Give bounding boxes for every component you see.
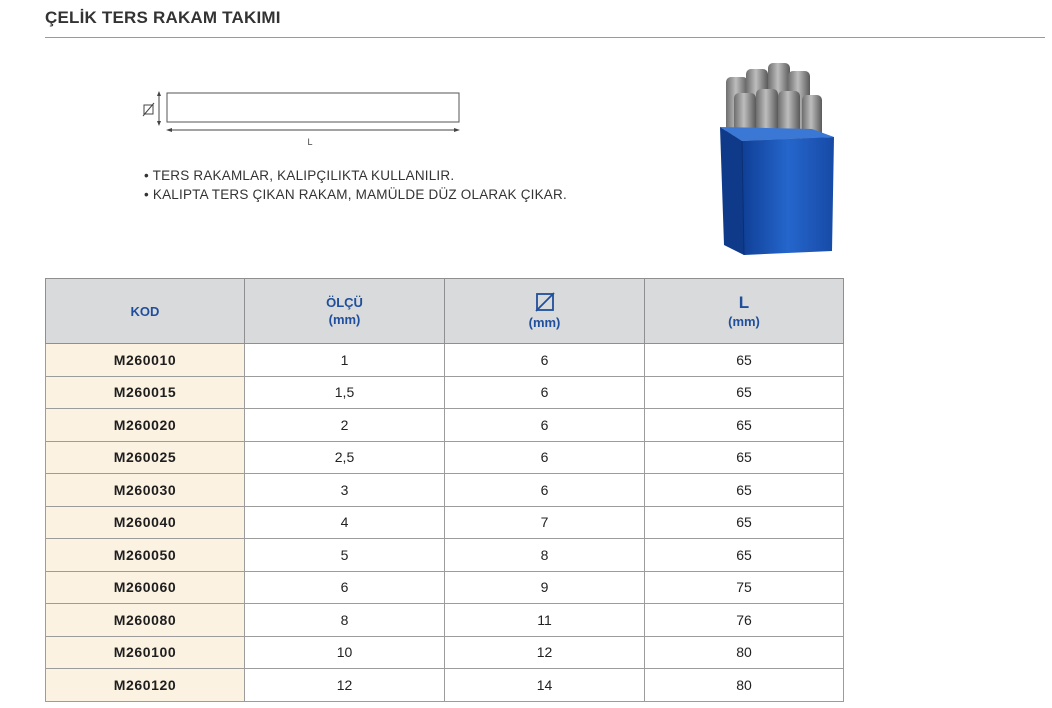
table-row xyxy=(46,474,844,507)
notes-list xyxy=(144,166,567,204)
bar-outline xyxy=(167,93,459,122)
cell-olcu: 6 xyxy=(245,571,445,604)
table-row xyxy=(46,409,844,442)
cell-length: 76 xyxy=(645,604,844,637)
cell-square-size: 6 xyxy=(445,344,645,377)
cell-olcu: 12 xyxy=(245,669,445,702)
cell-length: 65 xyxy=(645,506,844,539)
cell-length: 65 xyxy=(645,344,844,377)
cell-olcu: 8 xyxy=(245,604,445,637)
cell-square-size: 6 xyxy=(445,474,645,507)
square-section-icon xyxy=(143,103,154,116)
cell-length: 65 xyxy=(645,441,844,474)
cell-kod: M260015 xyxy=(46,376,245,409)
note-item: • TERS RAKAMLAR, KALIPÇILIKTA KULLANILIR. xyxy=(144,168,455,183)
cell-kod: M260040 xyxy=(46,506,245,539)
header-olcu: ÖLÇÜ (mm) xyxy=(245,279,445,344)
cell-olcu: 10 xyxy=(245,636,445,669)
cell-length: 65 xyxy=(645,376,844,409)
cell-square-size: 8 xyxy=(445,539,645,572)
cell-square-size: 6 xyxy=(445,376,645,409)
cell-olcu: 5 xyxy=(245,539,445,572)
square-section-icon xyxy=(535,292,555,312)
table-row xyxy=(46,539,844,572)
cell-kod: M260120 xyxy=(46,669,245,702)
cell-length: 65 xyxy=(645,539,844,572)
cell-kod: M260080 xyxy=(46,604,245,637)
note-item: • KALIPTA TERS ÇIKAN RAKAM, MAMÜLDE DÜZ OLARAK ÇIKAR. xyxy=(144,187,567,202)
cell-kod: M260050 xyxy=(46,539,245,572)
cell-kod: M260060 xyxy=(46,571,245,604)
product-table xyxy=(45,278,844,702)
page-title: ÇELİK TERS RAKAM TAKIMI xyxy=(45,8,281,27)
cell-square-size: 12 xyxy=(445,636,645,669)
header-kod: KOD xyxy=(46,279,245,344)
product-image xyxy=(712,55,847,260)
cell-olcu: 1,5 xyxy=(245,376,445,409)
cell-olcu: 3 xyxy=(245,474,445,507)
cell-square-size: 6 xyxy=(445,409,645,442)
table-row xyxy=(46,669,844,702)
cell-kod: M260025 xyxy=(46,441,245,474)
cell-square-size: 7 xyxy=(445,506,645,539)
cell-square-size: 11 xyxy=(445,604,645,637)
table-row xyxy=(46,376,844,409)
title-divider xyxy=(45,37,1045,38)
table-row xyxy=(46,506,844,539)
cell-square-size: 14 xyxy=(445,669,645,702)
cell-kod: M260010 xyxy=(46,344,245,377)
header-square-size: (mm) xyxy=(445,279,645,344)
cell-kod: M260020 xyxy=(46,409,245,442)
cell-olcu: 4 xyxy=(245,506,445,539)
cell-kod: M260100 xyxy=(46,636,245,669)
cell-kod: M260030 xyxy=(46,474,245,507)
table-row xyxy=(46,571,844,604)
table-header-row xyxy=(46,279,844,344)
table-row xyxy=(46,441,844,474)
table-row xyxy=(46,636,844,669)
table-row xyxy=(46,344,844,377)
cell-olcu: 1 xyxy=(245,344,445,377)
cell-length: 65 xyxy=(645,474,844,507)
cell-olcu: 2,5 xyxy=(245,441,445,474)
dimension-drawing xyxy=(138,84,468,154)
cell-olcu: 2 xyxy=(245,409,445,442)
cell-length: 80 xyxy=(645,669,844,702)
length-label: L xyxy=(307,137,313,147)
header-length: L (mm) xyxy=(645,279,844,344)
cell-length: 65 xyxy=(645,409,844,442)
cell-square-size: 9 xyxy=(445,571,645,604)
cell-square-size: 6 xyxy=(445,441,645,474)
cell-length: 80 xyxy=(645,636,844,669)
table-row xyxy=(46,604,844,637)
cell-length: 75 xyxy=(645,571,844,604)
